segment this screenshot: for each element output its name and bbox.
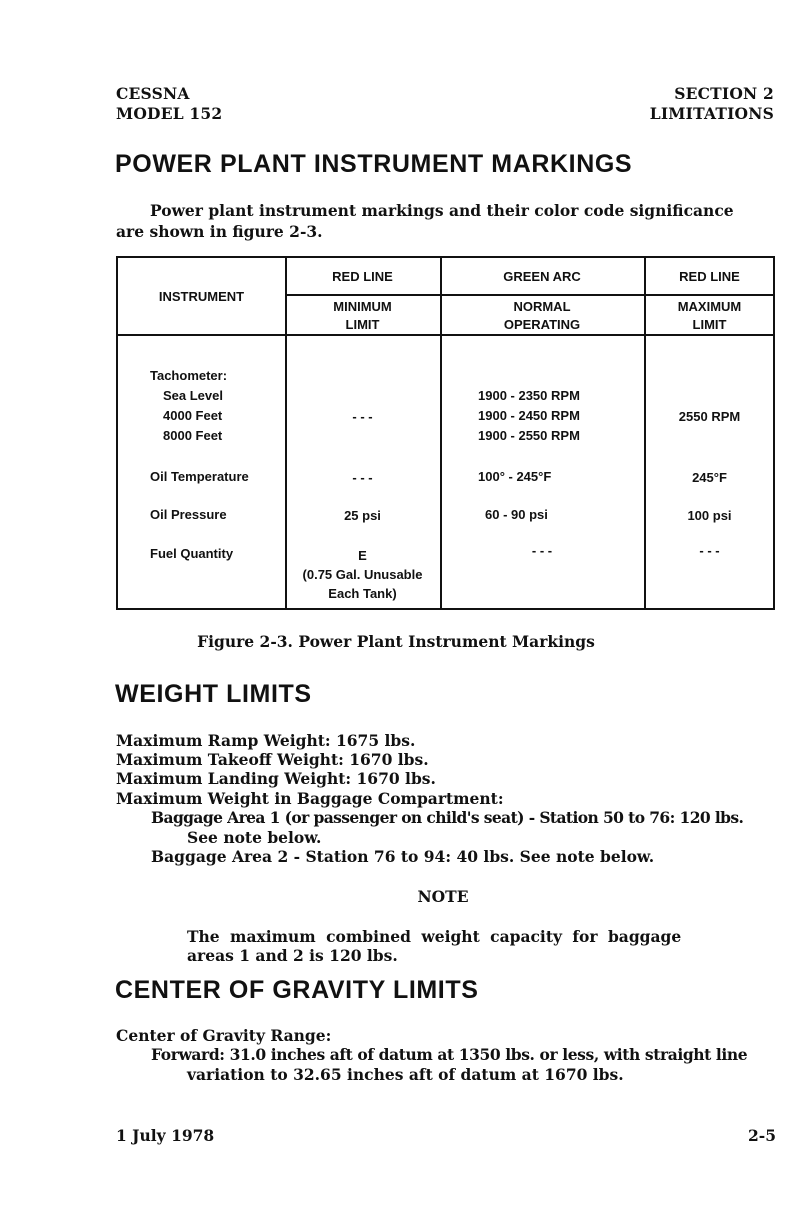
tach-green-sea: 1900 - 2350 RPM [478,388,580,403]
tach-green-4000: 1900 - 2450 RPM [478,408,580,423]
weight-limits-heading: WEIGHT LIMITS [115,680,312,708]
power-plant-intro [116,200,776,242]
cg-range-label: Center of Gravity Range: [116,1026,332,1045]
fuel-max-value: - - - [699,543,720,558]
col-green-arc-sub1: NORMAL [513,299,571,314]
col-green-arc-sub2: OPERATING [503,317,581,332]
table-divider [118,334,773,336]
tach-green-8000: 1900 - 2550 RPM [478,428,580,443]
row-tachometer-label: Tachometer: [150,368,228,383]
fuel-min-note-2: Each Tank) [328,586,397,601]
baggage-area-1: Baggage Area 1 (or passenger on child's seat) - Station 50 to 76: 120 lbs. [151,808,744,827]
row-fuel-quantity-label: Fuel Quantity [150,546,234,561]
baggage-area-2: Baggage Area 2 - Station 76 to 94: 40 lbs. See note below. [151,847,655,866]
col-red-line-min-sub1: MINIMUM [333,299,392,314]
col-red-line-max-sub1: MAXIMUM [677,299,742,314]
note-title: NOTE [417,887,469,906]
oil-pressure-green-value: 60 - 90 psi [485,507,548,522]
oil-pressure-max-value: 100 psi [687,508,732,523]
max-baggage-weight: Maximum Weight in Baggage Compartment: [116,789,504,808]
row-tach-8000: 8000 Feet [163,428,223,443]
col-red-line-max-header: RED LINE [679,269,740,284]
row-tach-4000: 4000 Feet [163,408,223,423]
intro-line-2: are shown in figure 2-3. [116,222,323,241]
running-header-right [650,84,774,124]
baggage-area-1-note: See note below. [187,828,322,847]
header-model: MODEL 152 [116,104,223,123]
oil-pressure-min-value: 25 psi [344,508,381,523]
instrument-markings-table [116,256,775,610]
intro-line-1: Power plant instrument markings and their color code significance [150,201,734,220]
oil-temp-green-value: 100° - 245°F [478,469,552,484]
row-tach-sea-level: Sea Level [163,388,223,403]
table-divider [285,294,773,296]
col-green-arc-header: GREEN ARC [503,269,581,284]
col-red-line-min-header: RED LINE [332,269,393,284]
cg-forward-line-1: Forward: 31.0 inches aft of datum at 1350 lbs. or less, with straight line [151,1045,748,1064]
fuel-green-value: - - - [531,543,553,558]
cg-forward-line-2: variation to 32.65 inches aft of datum at 1670 lbs. [187,1065,624,1084]
tach-max-value: 2550 RPM [678,409,741,424]
max-ramp-weight: Maximum Ramp Weight: 1675 lbs. [116,731,416,750]
oil-temp-min-value: - - - [352,470,373,485]
fuel-min-note-1: (0.75 Gal. Unusable [302,567,423,582]
footer-date: 1 July 1978 [116,1126,215,1145]
header-make: CESSNA [116,84,190,103]
col-red-line-min-sub2: LIMIT [345,317,380,332]
row-oil-pressure-label: Oil Pressure [150,507,227,522]
running-header-left [116,84,222,124]
note-line-2: areas 1 and 2 is 120 lbs. [187,946,398,965]
power-plant-heading: POWER PLANT INSTRUMENT MARKINGS [115,150,633,178]
oil-temp-max-value: 245°F [692,470,727,485]
page-number: 2-5 [747,1126,776,1145]
tach-min-value: - - - [352,409,373,424]
max-landing-weight: Maximum Landing Weight: 1670 lbs. [116,769,436,788]
header-section-title: LIMITATIONS [649,104,774,123]
col-red-line-max-sub2: LIMIT [692,317,727,332]
note-line-1: The maximum combined weight capacity for baggage [187,927,682,946]
max-takeoff-weight: Maximum Takeoff Weight: 1670 lbs. [116,750,429,769]
col-instrument-header: INSTRUMENT [158,289,245,304]
row-oil-temp-label: Oil Temperature [150,469,249,484]
fuel-min-value: E [358,548,367,563]
figure-caption: Figure 2-3. Power Plant Instrument Markings [197,632,595,651]
cg-limits-heading: CENTER OF GRAVITY LIMITS [115,976,479,1004]
header-section: SECTION 2 [674,84,774,103]
